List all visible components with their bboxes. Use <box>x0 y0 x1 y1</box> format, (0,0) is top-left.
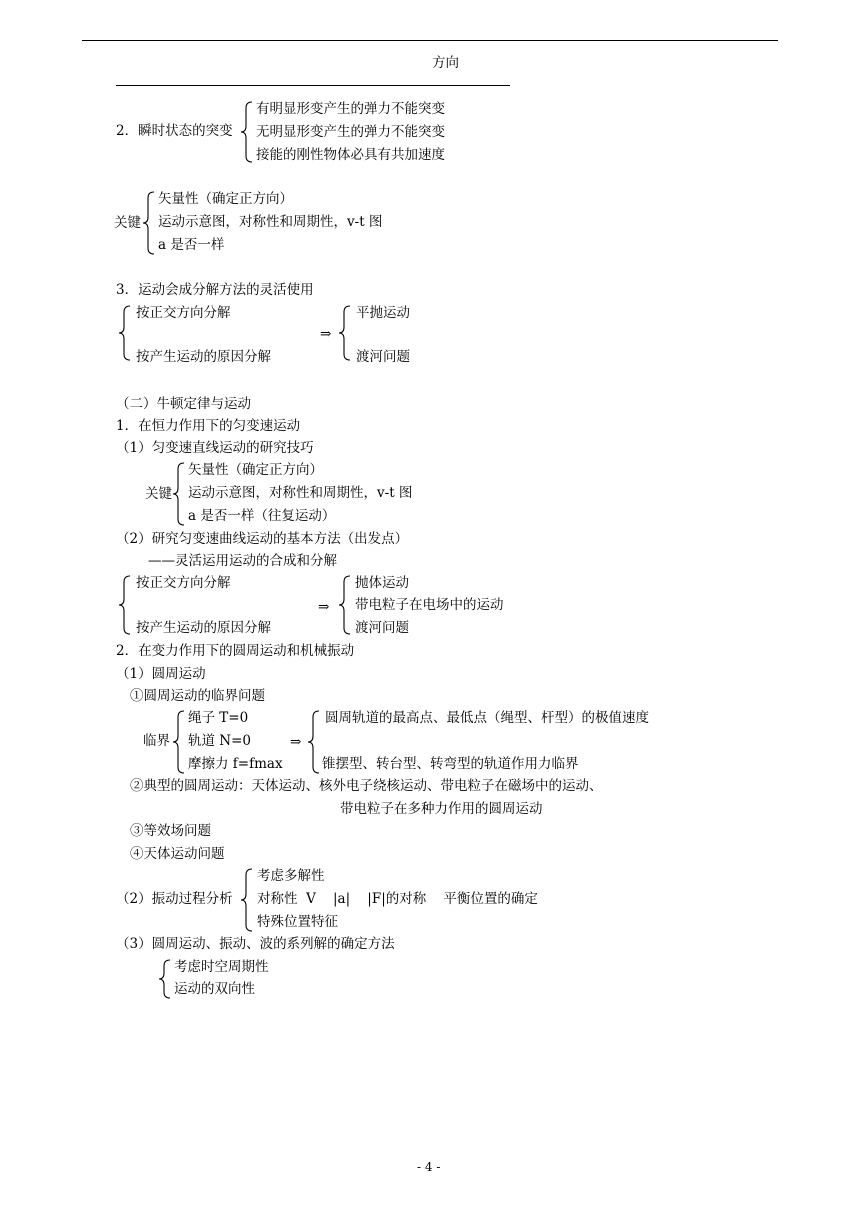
p1-2-right-brace <box>338 574 352 636</box>
crit-result-1: 圆周轨道的最高点、最低点（绳型、杆型）的极值速度 <box>325 710 649 726</box>
last-item-2: 运动的双向性 <box>174 981 255 997</box>
p1-2-right-2: 带电粒子在电场中的运动 <box>355 597 504 613</box>
crit-left-brace <box>172 709 186 775</box>
key1-item-1: 矢量性（确定正方向） <box>158 191 293 207</box>
key2-brace <box>172 461 186 527</box>
s3-right-1: 平抛运动 <box>356 305 410 321</box>
key1-item-3: a 是否一样 <box>158 237 225 253</box>
s3-left-brace <box>118 304 132 362</box>
s2-item-2: 无明显形变产生的弹力不能突变 <box>256 124 445 140</box>
s3-right-2: 渡河问题 <box>356 349 410 365</box>
p1-2-heading: （2）研究匀变速曲线运动的基本方法（出发点） <box>116 531 409 547</box>
p1-2-left-brace <box>118 574 132 636</box>
crit-item-2: 轨道 N=0 <box>188 733 252 749</box>
part2-title: （二）牛顿定律与运动 <box>116 396 251 412</box>
c4-heading: ④天体运动问题 <box>130 846 225 862</box>
vib-item-2: 对称性 V |a| |F|的对称 平衡位置的确定 <box>257 891 538 907</box>
crit-item-1: 绳子 T=0 <box>188 710 249 726</box>
p1-2-sub: ——灵活运用运动的合成和分解 <box>148 553 337 569</box>
last-brace <box>158 958 172 1000</box>
crit-result-2: 锥摆型、转台型、转弯型的轨道作用力临界 <box>322 756 579 772</box>
s3-title: 3．运动会成分解方法的灵活使用 <box>116 282 314 298</box>
p1-2-right-1: 抛体运动 <box>355 575 409 591</box>
vib-item-3: 特殊位置特征 <box>257 914 338 930</box>
p1-2-left-2: 按产生运动的原因分解 <box>136 620 271 636</box>
s3-left-2: 按产生运动的原因分解 <box>136 349 271 365</box>
key2-item-1: 矢量性（确定正方向） <box>188 462 323 478</box>
table-bottom-rule <box>116 85 510 86</box>
key1-brace <box>142 190 156 256</box>
last-item-1: 考虑时空周期性 <box>174 959 269 975</box>
s3-right-brace <box>338 304 352 362</box>
crit-item-3: 摩擦力 f=fmax <box>188 756 283 772</box>
p2-3-heading: （3）圆周运动、振动、波的系列解的确定方法 <box>116 936 395 952</box>
c1-heading: ①圆周运动的临界问题 <box>130 688 265 704</box>
crit-arrow: ⇒ <box>290 734 302 750</box>
s3-left-1: 按正交方向分解 <box>136 305 231 321</box>
key2-item-3: a 是否一样（往复运动） <box>188 508 336 524</box>
s2-item-1: 有明显形变产生的弹力不能突变 <box>256 101 445 117</box>
c2-line-1: ②典型的圆周运动：天体运动、核外电子绕核运动、带电粒子在磁场中的运动、 <box>130 778 603 794</box>
p1-heading: 1．在恒力作用下的匀变速运动 <box>116 418 301 434</box>
crit-right-brace <box>307 709 321 775</box>
key1-label: 关键 <box>114 215 141 231</box>
p1-2-left-1: 按正交方向分解 <box>136 575 231 591</box>
s2-title: 2．瞬时状态的突变 <box>116 123 233 139</box>
s2-item-3: 接能的刚性物体必具有共加速度 <box>256 147 445 163</box>
header-rule <box>82 40 778 41</box>
key2-label: 关键 <box>145 486 172 502</box>
s3-arrow: ⇒ <box>320 326 332 342</box>
p2-heading: 2．在变力作用下的圆周运动和机械振动 <box>116 643 355 659</box>
s2-brace <box>240 100 254 164</box>
key1-item-2: 运动示意图，对称性和周期性，v-t 图 <box>158 214 383 230</box>
vib-label: （2）振动过程分析 <box>116 891 233 907</box>
c2-line-2: 带电粒子在多种力作用的圆周运动 <box>340 801 543 817</box>
p1-1-heading: （1）匀变速直线运动的研究技巧 <box>116 440 314 456</box>
key2-item-2: 运动示意图，对称性和周期性，v-t 图 <box>188 485 413 501</box>
page-number: - 4 - <box>417 1160 441 1174</box>
vib-item-1: 考虑多解性 <box>257 868 325 884</box>
vib-brace <box>240 867 254 933</box>
direction-text: 方向 <box>432 55 459 71</box>
p1-2-arrow: ⇒ <box>318 599 330 615</box>
c3-heading: ③等效场问题 <box>130 823 211 839</box>
p2-1-heading: （1）圆周运动 <box>116 666 206 682</box>
p1-2-right-3: 渡河问题 <box>355 620 409 636</box>
crit-label: 临界 <box>143 733 170 749</box>
